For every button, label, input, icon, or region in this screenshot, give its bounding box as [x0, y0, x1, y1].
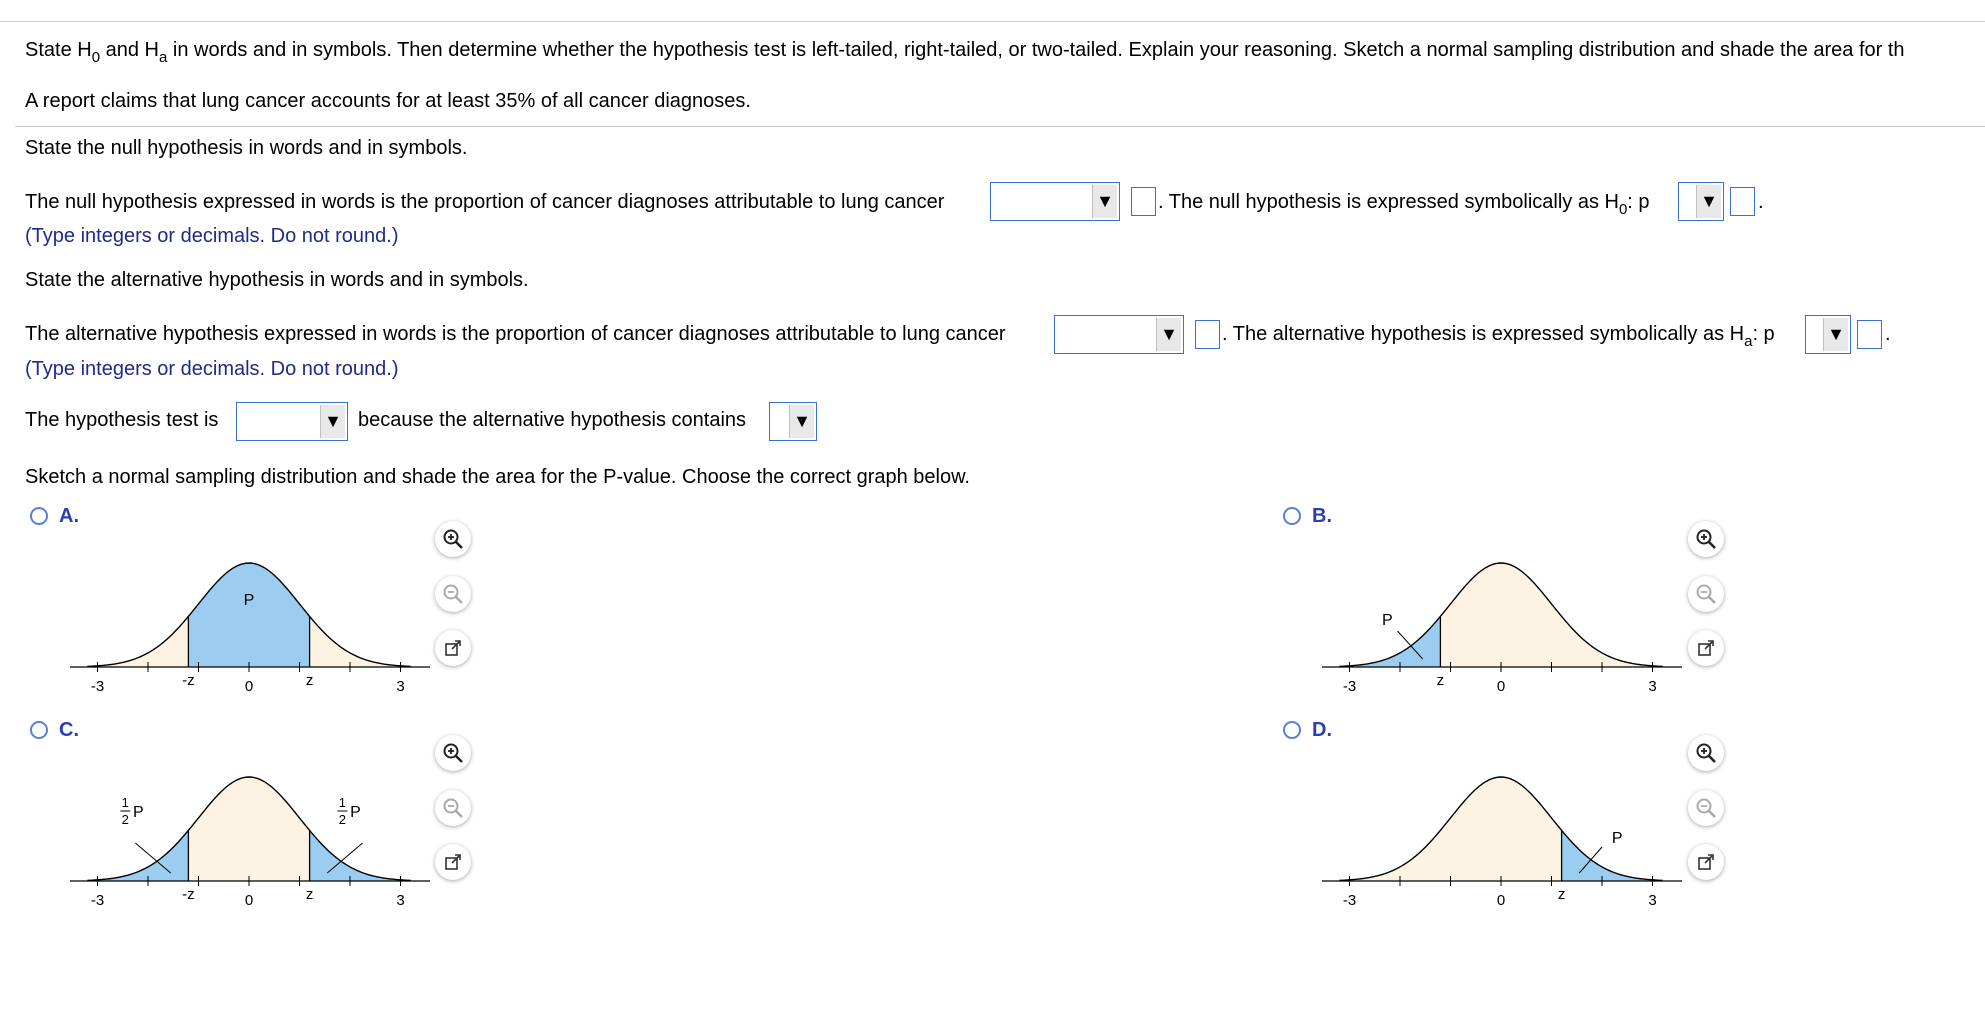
- tick-label: z: [1557, 886, 1566, 903]
- contains-dropdown[interactable]: [769, 402, 817, 441]
- half-denominator: 2: [338, 812, 347, 827]
- tick-label: z: [1436, 672, 1445, 689]
- alt-hint: (Type integers or decimals. Do not round.): [25, 358, 399, 380]
- popout-button[interactable]: [435, 844, 471, 880]
- alt-value-input[interactable]: [1195, 320, 1220, 349]
- p-label: P: [243, 592, 255, 609]
- option-a-label: A.: [59, 505, 79, 527]
- alt-relation-dropdown[interactable]: [1054, 315, 1184, 354]
- alt-symbol-dropdown[interactable]: [1805, 315, 1851, 354]
- shaded-region-left: [87, 830, 188, 881]
- tick-label: -3: [90, 892, 105, 909]
- tick-label: 3: [1648, 892, 1657, 909]
- zoom-out-button[interactable]: [435, 576, 471, 612]
- chevron-down-icon: ▼: [1092, 185, 1117, 218]
- popout-icon: [442, 851, 464, 873]
- option-b-label: B.: [1312, 505, 1332, 527]
- chevron-down-icon: ▼: [1823, 318, 1848, 351]
- zoom-in-icon: [1695, 528, 1717, 550]
- shaded-region-right: [310, 830, 411, 881]
- sketch-instruction: Sketch a normal sampling distribution and shade the area for the P-value. Choose the correct graph below.: [25, 466, 970, 488]
- tick-label: z: [305, 886, 314, 903]
- tick-label: 3: [1648, 678, 1657, 695]
- graph-option-c: [60, 764, 440, 914]
- option-c-label: C.: [59, 719, 79, 741]
- curve-fill: [87, 777, 410, 881]
- tick-label: -3: [1342, 678, 1357, 695]
- tick-label: 3: [396, 892, 405, 909]
- graph-option-b: [1312, 550, 1692, 700]
- null-hint: (Type integers or decimals. Do not round.): [25, 225, 399, 247]
- zoom-in-button[interactable]: [1688, 735, 1724, 771]
- zoom-in-button[interactable]: [435, 735, 471, 771]
- test-prefix: The hypothesis test is: [25, 409, 219, 431]
- top-divider: [0, 21, 1985, 22]
- tick-label: -3: [90, 678, 105, 695]
- zoom-out-icon: [442, 583, 464, 605]
- question-intro: State $H_0$ and $H_a$ in words and in symbols. Then determine whether the hypothesis test is left-tailed, right-tailed, or two-tailed. Explain your reasoning. Sketch a normal sampling distribution and shade the area for th: [25, 39, 1905, 66]
- option-d-radio[interactable]: [1283, 721, 1301, 739]
- popout-button[interactable]: [1688, 844, 1724, 880]
- popout-icon: [1695, 637, 1717, 659]
- p-label: P: [350, 804, 361, 821]
- option-b-radio[interactable]: [1283, 507, 1301, 525]
- null-symbolic-text: . The null hypothesis is expressed symbolically as $H_0$: p: [1158, 191, 1650, 218]
- popout-icon: [1695, 851, 1717, 873]
- tick-label: 0: [1496, 892, 1506, 909]
- claim-text: A report claims that lung cancer accounts for at least 35% of all cancer diagnoses.: [25, 90, 751, 112]
- alt-symbolic-text: . The alternative hypothesis is expressed symbolically as $H_a$: p: [1222, 323, 1775, 350]
- zoom-out-icon: [442, 797, 464, 819]
- zoom-in-icon: [442, 742, 464, 764]
- zoom-in-button[interactable]: [1688, 521, 1724, 557]
- alt-symbol-value-input[interactable]: [1857, 320, 1882, 349]
- null-symbol-dropdown[interactable]: [1678, 182, 1724, 221]
- tick-label: -3: [1342, 892, 1357, 909]
- option-d-label: D.: [1312, 719, 1332, 741]
- zoom-in-icon: [442, 528, 464, 550]
- tick-label: 0: [1496, 678, 1506, 695]
- tick-label: 0: [244, 892, 254, 909]
- section-divider: [15, 126, 1985, 127]
- chevron-down-icon: ▼: [1696, 185, 1721, 218]
- graph-option-d: [1312, 764, 1692, 914]
- zoom-out-button[interactable]: [1688, 790, 1724, 826]
- tail-type-dropdown[interactable]: [236, 402, 348, 441]
- p-label: P: [1611, 830, 1623, 847]
- half-denominator: 2: [121, 812, 129, 827]
- shaded-region: [188, 563, 309, 667]
- half-numerator: 1: [121, 795, 129, 810]
- popout-button[interactable]: [1688, 630, 1724, 666]
- option-c-radio[interactable]: [30, 721, 48, 739]
- zoom-in-button[interactable]: [435, 521, 471, 557]
- chevron-down-icon: ▼: [789, 405, 814, 438]
- null-relation-dropdown[interactable]: [990, 182, 1120, 221]
- chevron-down-icon: ▼: [1156, 318, 1181, 351]
- tick-label: 0: [244, 678, 254, 695]
- popout-icon: [442, 637, 464, 659]
- null-value-input[interactable]: [1131, 187, 1156, 216]
- zoom-out-icon: [1695, 797, 1717, 819]
- graph-option-a: [60, 550, 440, 700]
- zoom-out-icon: [1695, 583, 1717, 605]
- tick-label: -z: [182, 886, 195, 903]
- alt-period: .: [1885, 323, 1891, 345]
- p-label: P: [1382, 612, 1393, 629]
- tick-label: 3: [396, 678, 405, 695]
- half-numerator: 1: [338, 795, 347, 810]
- zoom-in-icon: [1695, 742, 1717, 764]
- null-symbol-value-input[interactable]: [1730, 187, 1755, 216]
- zoom-out-button[interactable]: [435, 790, 471, 826]
- tick-label: z: [305, 672, 314, 689]
- popout-button[interactable]: [435, 630, 471, 666]
- null-period: .: [1758, 191, 1764, 213]
- alt-sentence: The alternative hypothesis expressed in words is the proportion of cancer diagnoses attributable to lung cancer: [25, 323, 1006, 345]
- curve-fill: [1339, 777, 1662, 881]
- alt-heading: State the alternative hypothesis in words and in symbols.: [25, 269, 529, 291]
- null-sentence: The null hypothesis expressed in words is the proportion of cancer diagnoses attributable to lung cancer: [25, 191, 945, 213]
- tick-label: -z: [182, 672, 195, 689]
- p-label: P: [132, 804, 144, 821]
- null-heading: State the null hypothesis in words and in symbols.: [25, 137, 468, 159]
- chevron-down-icon: ▼: [320, 405, 345, 438]
- test-middle: because the alternative hypothesis contains: [358, 409, 747, 431]
- zoom-out-button[interactable]: [1688, 576, 1724, 612]
- option-a-radio[interactable]: [30, 507, 48, 525]
